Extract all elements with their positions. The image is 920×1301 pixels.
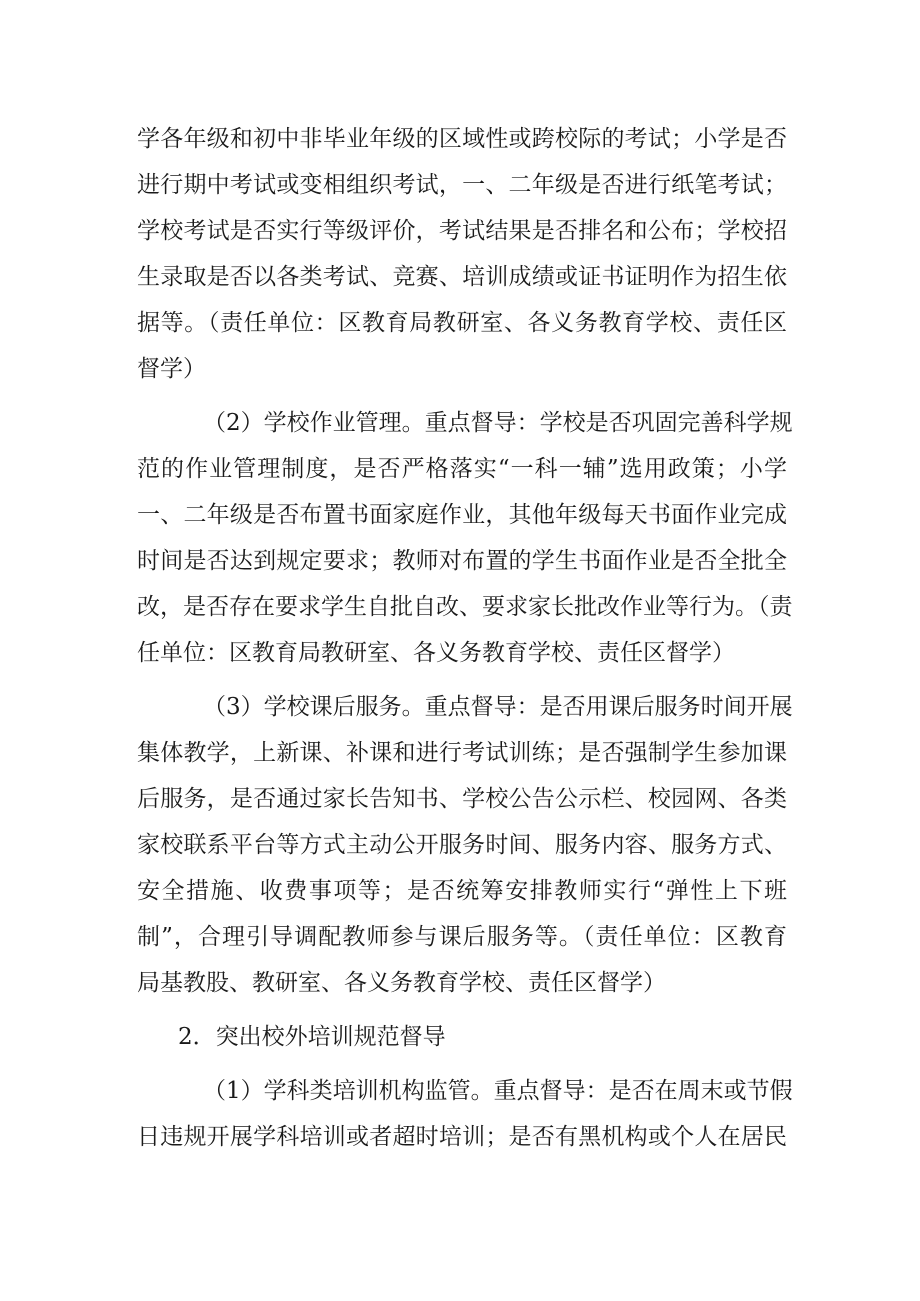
- paragraph-line: 时间是否达到规定要求；教师对布置的学生书面作业是否全批全: [137, 548, 787, 574]
- paragraph-line: 学校考试是否实行等级评价，考试结果是否排名和公布；学校招: [137, 218, 787, 244]
- paragraph-line: 进行期中考试或变相组织考试，一、二年级是否进行纸笔考试；: [137, 172, 787, 198]
- paragraph-line: 一、二年级是否布置书面家庭作业，其他年级每天书面作业完成: [137, 502, 787, 528]
- paragraph-line: 日违规开展学科培训或者超时培训；是否有黑机构或个人在居民: [137, 1124, 787, 1150]
- paragraph-line: 后服务，是否通过家长告知书、学校公告公示栏、校园网、各类: [137, 786, 787, 812]
- paragraph-line: 据等。（责任单位：区教育局教研室、各义务教育学校、责任区: [137, 310, 787, 336]
- paragraph-line: 局基教股、教研室、各义务教育学校、责任区督学）: [137, 970, 666, 996]
- paragraph-line: 生录取是否以各类考试、竞赛、培训成绩或证书证明作为招生依: [137, 264, 787, 290]
- paragraph-line: 学各年级和初中非毕业年级的区域性或跨校际的考试；小学是否: [137, 126, 787, 152]
- paragraph-line: 集体教学，上新课、补课和进行考试训练；是否强制学生参加课: [137, 740, 787, 766]
- paragraph-line: 安全措施、收费事项等；是否统筹安排教师实行“弹性上下班: [137, 878, 787, 904]
- paragraph-line: 改，是否存在要求学生自批自改、要求家长批改作业等行为。（责: [137, 594, 793, 620]
- paragraph-line: （2）学校作业管理。重点督导：学校是否巩固完善科学规: [203, 410, 793, 436]
- paragraph-line: 范的作业管理制度，是否严格落实“一科一辅”选用政策；小学: [137, 456, 787, 482]
- section-heading: 2．突出校外培训规范督导: [178, 1024, 446, 1050]
- paragraph-line: 家校联系平台等方式主动公开服务时间、服务内容、服务方式、: [137, 832, 787, 858]
- paragraph-line: （3）学校课后服务。重点督导：是否用课后服务时间开展: [203, 694, 793, 720]
- paragraph-line: （1）学科类培训机构监管。重点督导：是否在周末或节假: [203, 1078, 793, 1104]
- paragraph-line: 督学）: [137, 356, 206, 382]
- paragraph-line: 任单位：区教育局教研室、各义务教育学校、责任区督学）: [137, 640, 735, 666]
- paragraph-line: 制”，合理引导调配教师参与课后服务等。（责任单位：区教育: [137, 924, 787, 950]
